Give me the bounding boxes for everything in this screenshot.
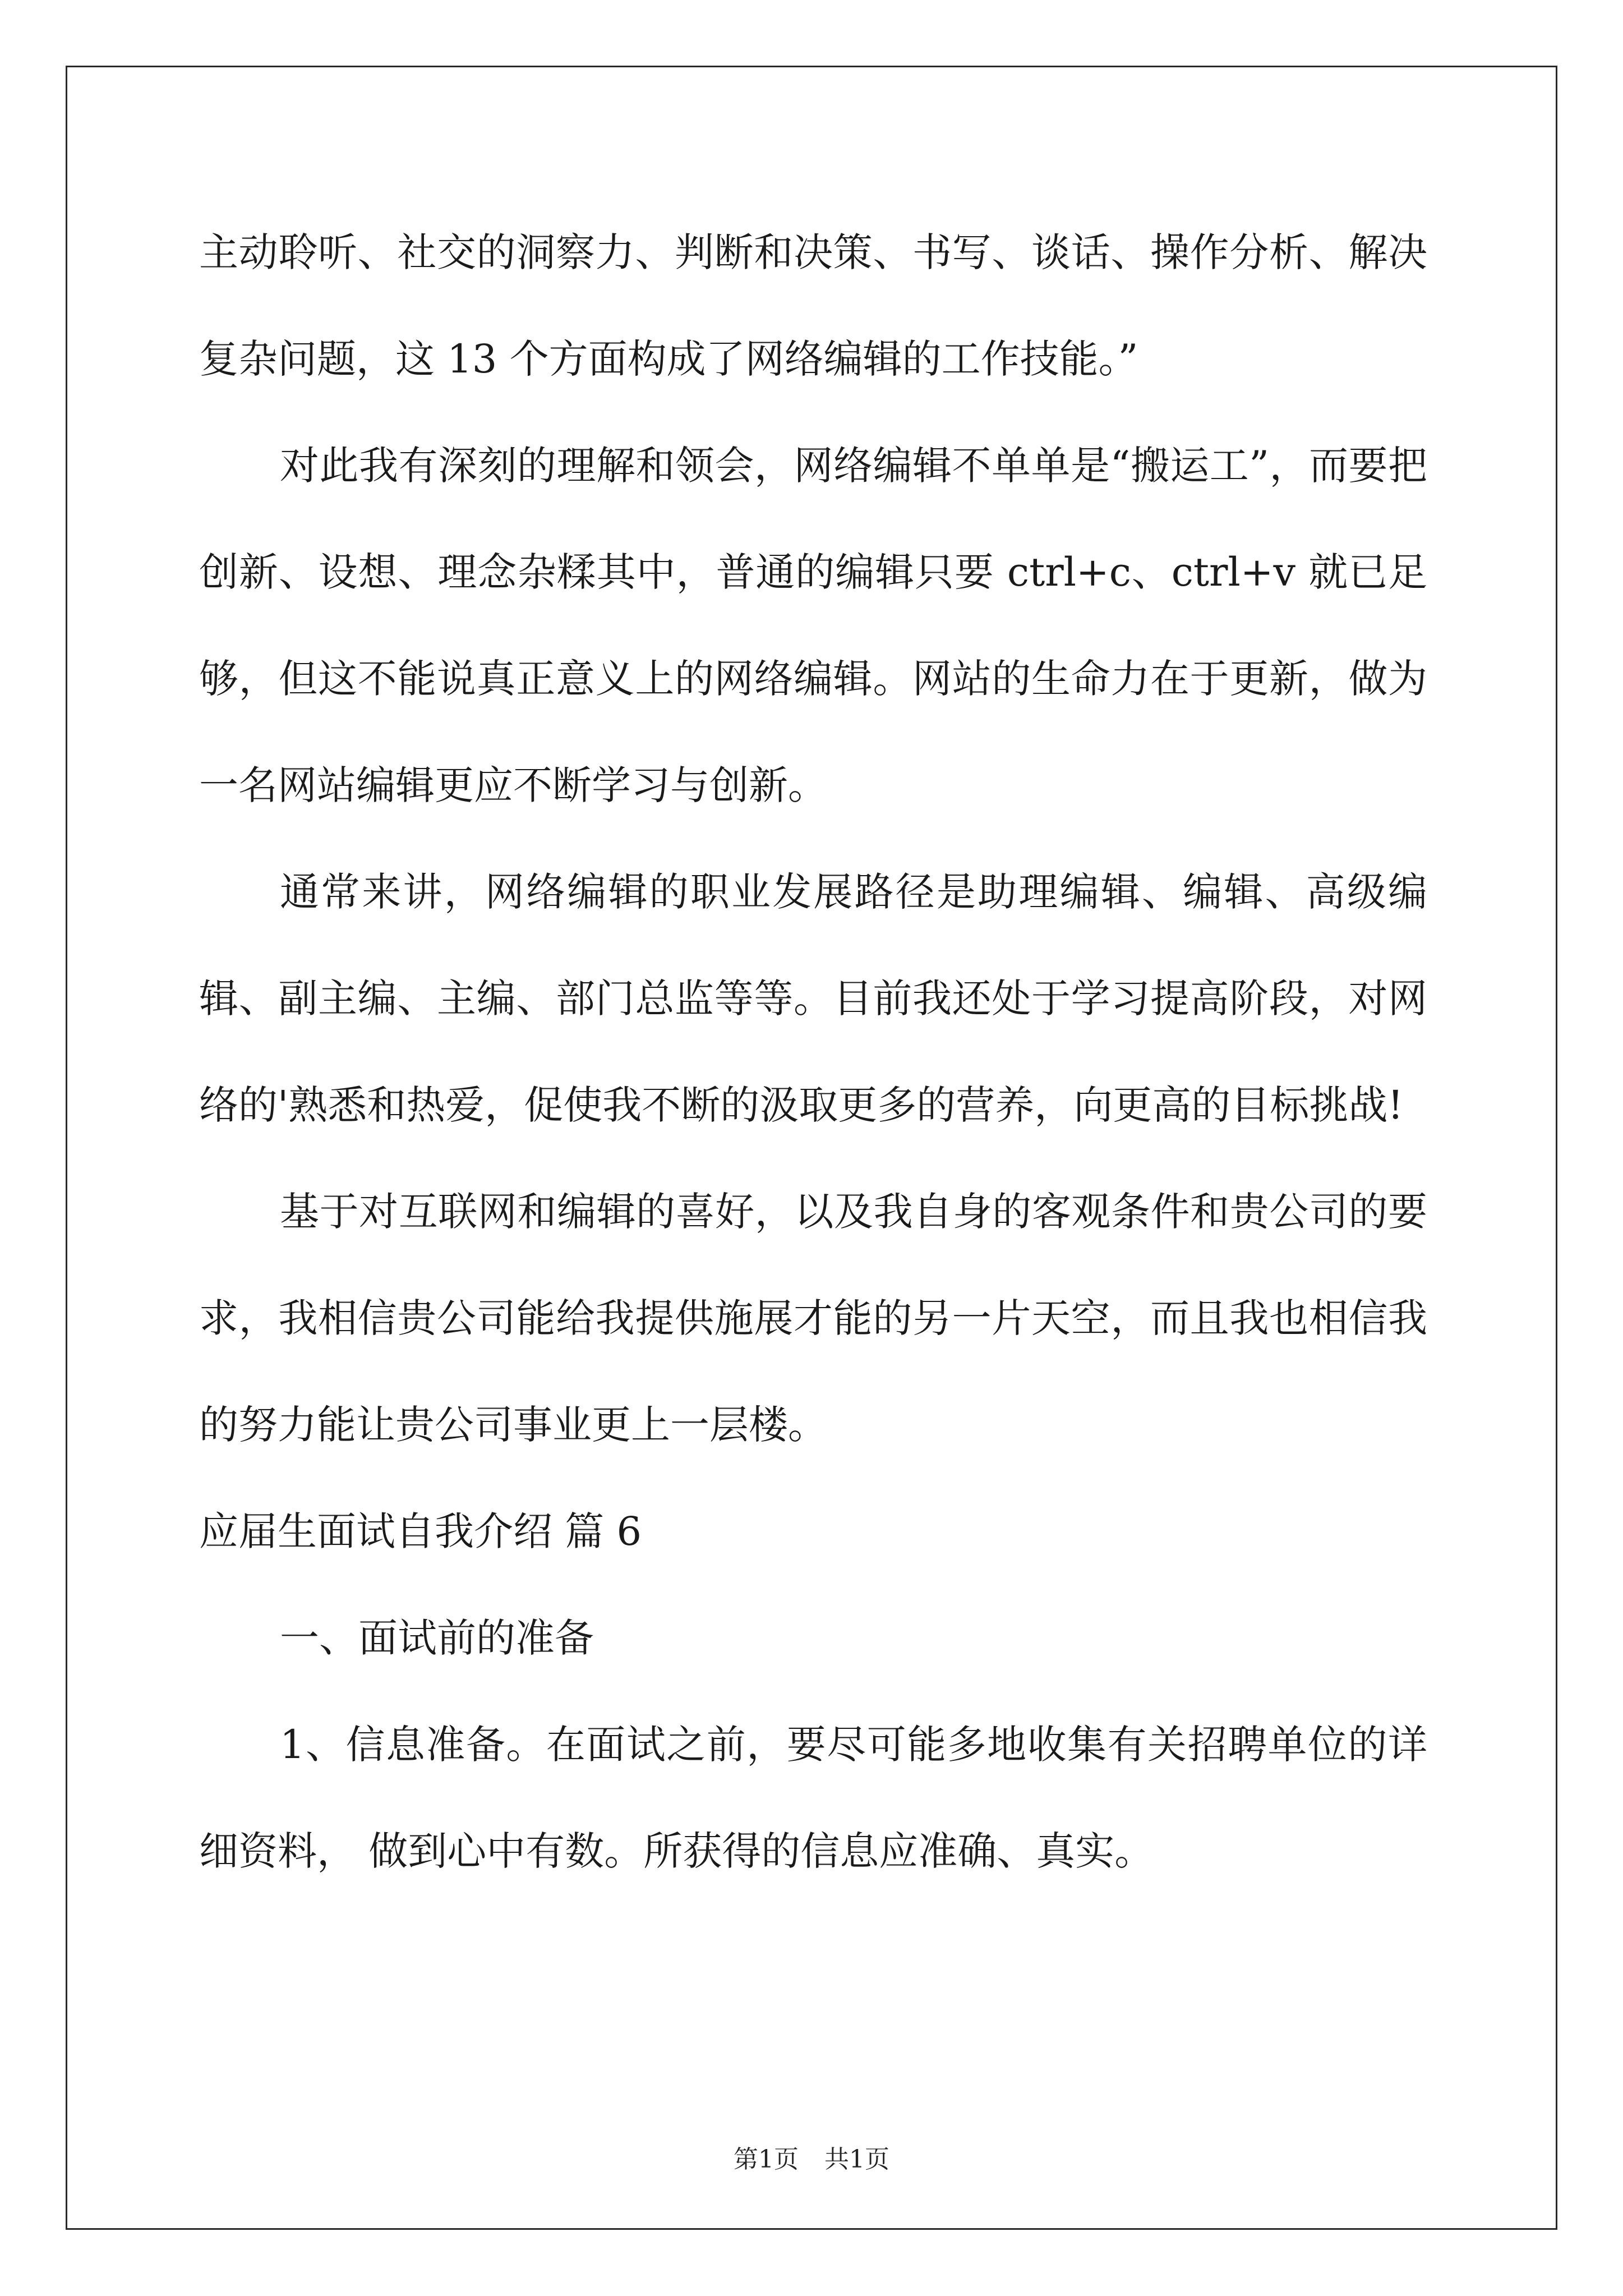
section-heading: 应届生面试自我介绍 篇 6 bbox=[199, 1508, 642, 1554]
paragraph-4: 基于对互联网和编辑的喜好，以及我自身的客观条件和贵公司的要求，我相信贵公司能给我提供施展才能的另一片天空，而且我也相信我的努力能让贵公司事业更上一层楼。 bbox=[199, 1189, 1427, 1448]
document-body bbox=[199, 199, 1427, 1904]
paragraph-2: 对此我有深刻的理解和领会，网络编辑不单单是“搬运工”，而要把创新、设想、理念杂糅其中，普通的编辑只要 ctrl+c、ctrl+v 就已足够，但这不能说真正意义上的网络编辑。网站的生命力在于更新，做为一名网站编辑更应不断学习与创新。 bbox=[199, 443, 1427, 808]
page-total: 共1页 bbox=[824, 2145, 889, 2174]
paragraph-1: 主动聆听、社交的洞察力、判断和决策、书写、谈话、操作分析、解决复杂问题，这 13 个方面构成了网络编辑的工作技能。” bbox=[199, 229, 1427, 382]
subsection-heading: 一、面试前的准备 bbox=[280, 1615, 594, 1661]
page-footer bbox=[0, 2143, 1623, 2177]
page-number: 第1页 bbox=[734, 2145, 799, 2174]
paragraph-5: 1、信息准备。在面试之前，要尽可能多地收集有关招聘单位的详细资料， 做到心中有数。所获得的信息应准确、真实。 bbox=[199, 1722, 1427, 1874]
paragraph-3: 通常来讲，网络编辑的职业发展路径是助理编辑、编辑、高级编辑、副主编、主编、部门总监等等。目前我还处于学习提高阶段，对网络的'熟悉和热爱，促使我不断的汲取更多的营养，向更高的目标挑战! bbox=[199, 869, 1427, 1128]
